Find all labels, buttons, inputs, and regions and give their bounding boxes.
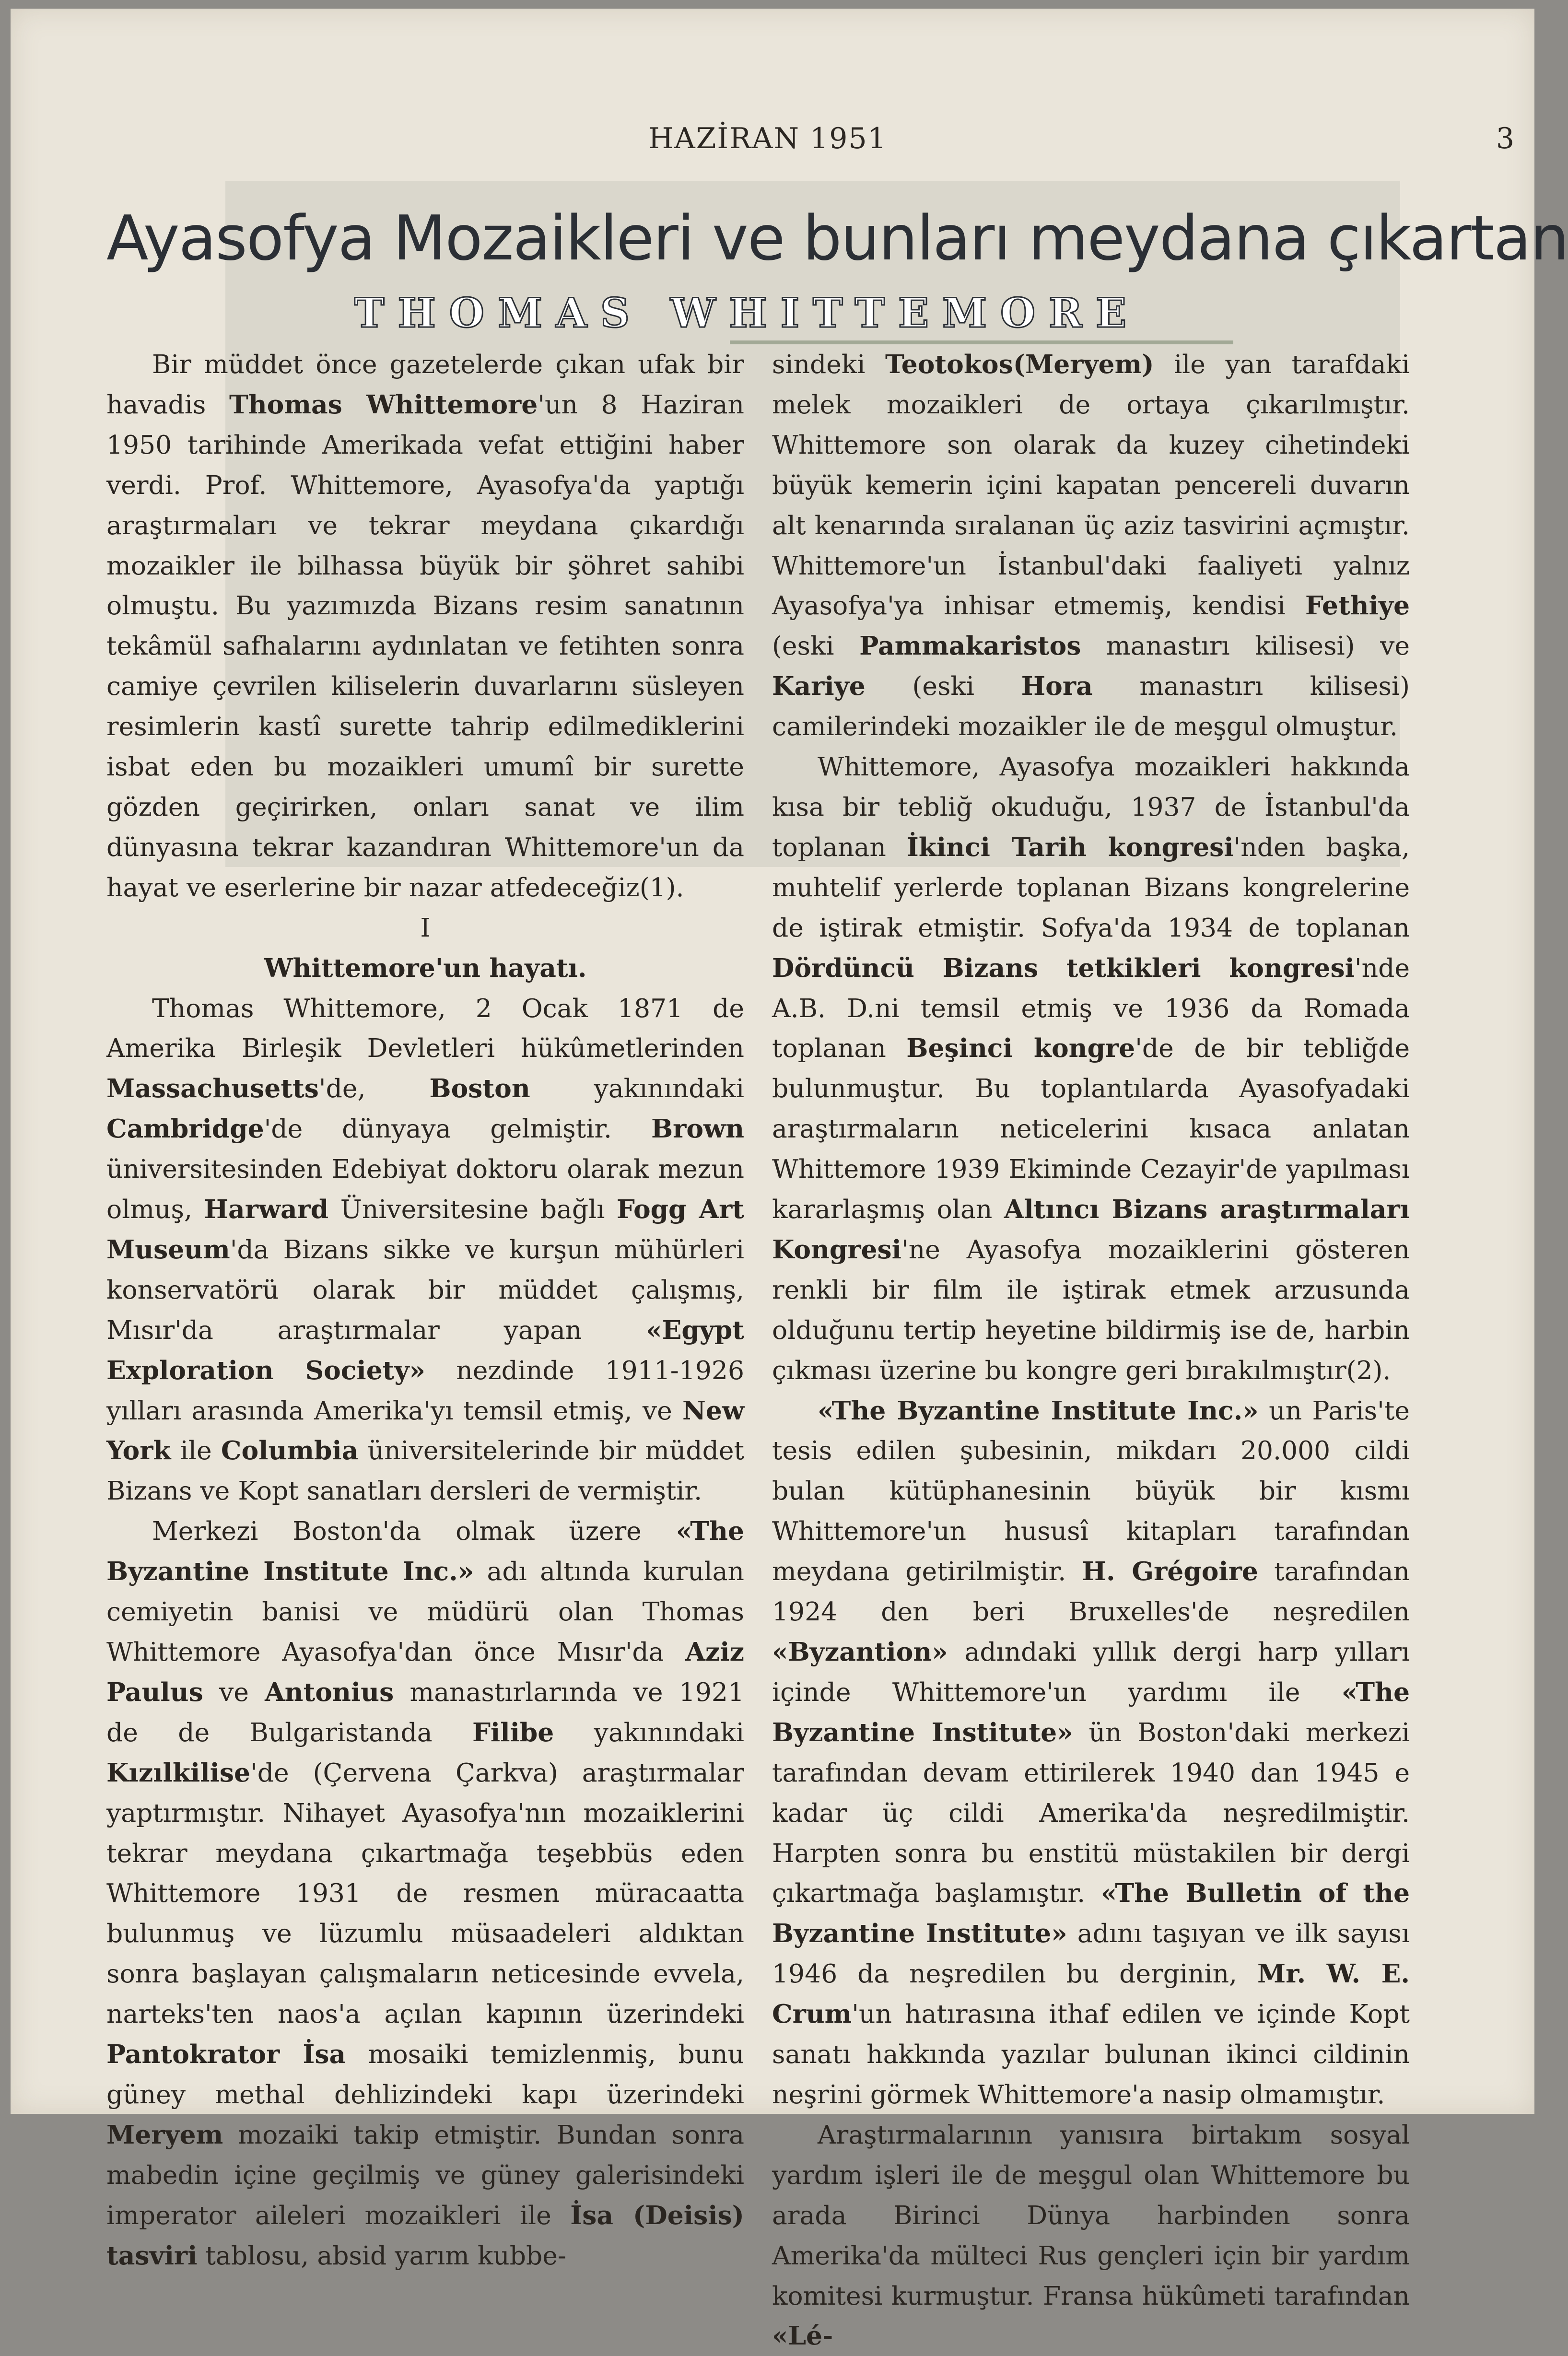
article-title: Ayasofya Mozaikleri ve bunları meydana çıkartan <box>106 203 1568 274</box>
newspaper-page <box>11 9 1568 2351</box>
left-column-paragraph: Bir müddet önce gazetelerde çıkan ufak bir havadis Thomas Whittemore'un 8 Haziran 1950 tarihinde Amerikada vefat ettiğini haber verdi. Prof. Whittemore, Ayasofya'da yaptığı araştırmaları ve tekrar meydana çıkardığı mozaikler ile bilhassa büyük bir şöhret sahibi olmuştu. Bu yazımızda Bizans resim sanatının tekâmül safhalarını aydınlatan ve fetihten sonra camiye çevrilen kiliselerin duvarlarını süsleyen resimlerin kastî surette tahrip edilmediklerini isbat eden bu mozaikleri umumî bir surette gözden geçirirken, onları sanat ve ilim dünyasına tekrar kazandıran Whittemore'un da hayat ve eserlerine bir nazar atfedeceğiz(1). <box>106 349 745 903</box>
article-subtitle: THOMAS WHITTEMORE <box>354 289 1140 337</box>
running-header <box>11 122 1534 179</box>
page-number: 3 <box>1496 122 1514 155</box>
left-column-paragraph: Thomas Whittemore, 2 Ocak 1871 de Amerika Birleşik Devletleri hükûmetlerinden Massachusetts'de, Boston yakınındaki Cambridge'de dünyaya gelmiştir. Brown üniversitesinden Edebiyat doktoru olarak mezun olmuş, Harward Üniversitesine bağlı Fogg Art Museum'da Bizans sikke ve kurşun mühürleri konservatörü olarak bir müddet çalışmış, Mısır'da araştırmalar yapan «Egypt Exploration Society» nezdinde 1911-1926 yılları arasında Amerika'yı temsil etmiş, ve New York ile Columbia üniversitelerinde bir müddet Bizans ve Kopt sanatları dersleri de vermiştir. <box>106 993 745 1506</box>
right-column-paragraph: Araştırmalarının yanısıra birtakım sosyal yardım işleri ile de meşgul olan Whittemore bu arada Birinci Dünya harbinden sonra Amerika'da mülteci Rus gençleri için bir yardım komitesi kurmuştur. Fransa hükûmeti tarafından «Lé- <box>772 2119 1410 2351</box>
left-column-heading: I <box>420 912 431 943</box>
right-column <box>772 344 1410 2356</box>
right-column-paragraph: sindeki Teotokos(Meryem) ile yan tarafdaki melek mozaikleri de ortaya çıkarılmıştır. Whittemore son olarak da kuzey cihetindeki büyük kemerin içini kapatan pencereli duvarın alt kenarında sıralanan üç aziz tasvirini açmıştır. Whittemore'un İstanbul'daki faaliyeti yalnız Ayasofya'ya inhisar etmemiş, kendisi Fethiye (eski Pammakaristos manastırı kilisesi) ve Kariye (eski Hora manastırı kilisesi) camilerindeki mozaikler ile de meşgul olmuştur. <box>772 349 1410 742</box>
right-column-paragraph: Whittemore, Ayasofya mozaikleri hakkında kısa bir tebliğ okuduğu, 1937 de İstanbul'da toplanan İkinci Tarih kongresi'nden başka, muhtelif yerlerde toplanan Bizans kongrelerine de iştirak etmiştir. Sofya'da 1934 de toplanan Dördüncü Bizans tetkikleri kongresi'nde A.B. D.ni temsil etmiş ve 1936 da Romada toplanan Beşinci kongre'de de bir tebliğde bulunmuştur. Bu toplantılarda Ayasofyadaki araştırmaların neticelerini kısaca anlatan Whittemore 1939 Ekiminde Cezayir'de yapılması kararlaşmış olan Altıncı Bizans araştırmaları Kongresi'ne Ayasofya mozaiklerini gösteren renkli bir film ile iştirak etmek arzusunda olduğunu tertip heyetine bildirmiş ise de, harbin çıkması üzerine bu kongre geri bırakılmıştır(2). <box>772 751 1410 1385</box>
left-column <box>106 344 744 2276</box>
running-title: HAZİRAN 1951 <box>648 122 887 155</box>
right-column-paragraph: «The Byzantine Institute Inc.» un Paris'te tesis edilen şubesinin, mikdarı 20.000 cildi bulan kütüphanesinin büyük bir kısmı Whittemore'un hususî kitapları tarafından meydana getirilmiştir. H. Grégoire tarafından 1924 den beri Bruxelles'de neşredilen «Byzantion» adındaki yıllık dergi harp yılları içinde Whittemore'un yardımı ile «The Byzantine Institute» ün Boston'daki merkezi tarafından devam ettirilerek 1940 dan 1945 e kadar üç cildi Amerika'da neşredilmiştir. Harpten sonra bu enstitü müstakilen bir dergi çıkartmağa başlamıştır. «The Bulletin of the Byzantine Institute» adını taşıyan ve ilk sayısı 1946 da neşredilen bu derginin, Mr. W. E. Crum'un hatırasına ithaf edilen ve içinde Kopt sanatı hakkında yazılar bulunan ikinci cildinin neşrini görmek Whittemore'a nasip olmamıştır. <box>772 1395 1410 2110</box>
title-underline <box>730 340 1233 344</box>
left-column-paragraph: Merkezi Boston'da olmak üzere «The Byzantine Institute Inc.» adı altında kurulan cemiyetin banisi ve müdürü olan Thomas Whittemore Ayasofya'dan önce Mısır'da Aziz Paulus ve Antonius manastırlarında ve 1921 de de Bulgaristanda Filibe yakınındaki Kızılkilise'de (Çervena Çarkva) araştırmalar yaptırmıştır. Nihayet Ayasofya'nın mozaiklerini tekrar meydana çıkartmağa teşebbüs eden Whittemore 1931 de resmen müracaatta bulunmuş ve lüzumlu müsaadeleri aldıktan sonra başlayan çalışmaların neticesinde evvela, narteks'ten naos'a açılan kapının üzerindeki Pantokrator İsa mosaiki temizlenmiş, bunu güney methal dehlizindeki kapı üzerindeki Meryem mozaiki takip etmiştir. Bundan sonra mabedin içine geçilmiş ve güney galerisindeki imperator aileleri mozaikleri ile İsa (Deisis) tasviri tablosu, absid yarım kubbe- <box>106 1516 745 2271</box>
left-column-heading: Whittemore'un hayatı. <box>264 952 587 983</box>
